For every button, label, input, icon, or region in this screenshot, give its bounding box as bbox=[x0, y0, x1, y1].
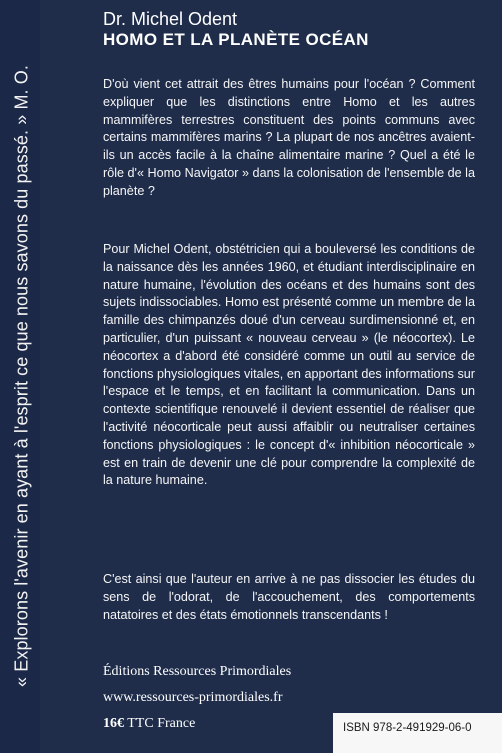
price: 16€ bbox=[103, 716, 124, 731]
description-paragraph-2: Pour Michel Odent, obstétricien qui a bouleversé les conditions de la naissance dès les années 1960, et étudiant interdisciplinaire en nature humaine, l'évolution des océans et des humains sont des sujets indissociables. Homo est présenté comme un membre de la famille des chimpanzés doué d'un cerveau surdimensionné et, en particulier, d'un puissant « nouveau cerveau » (le néocortex). Le néocortex a d'abord été considéré comme un outil au service de fonctions physiologiques vitales, en apportant des informations sur l'espace et le temps, et en facilitant la communication. Dans un contexte scientifique renouvelé il devient essentiel de réaliser que l'activité néocorticale peut aussi affaiblir ou neutraliser certaines fonctions physiologiques : le concept d'« inhibition néocorticale » est en train de devenir une clé pour comprendre la complexité de la nature humaine. bbox=[103, 242, 475, 488]
publisher-name: Éditions Ressources Primordiales bbox=[103, 664, 292, 679]
author-name: Dr. Michel Odent bbox=[103, 9, 238, 29]
cover-header bbox=[103, 8, 475, 50]
isbn-box bbox=[333, 713, 502, 753]
side-quote: « Explorons l'avenir en ayant à l'esprit ce que nous savons du passé. » M. O. bbox=[11, 65, 32, 687]
price-line bbox=[103, 716, 303, 732]
publisher-website: www.ressources-primordiales.fr bbox=[103, 690, 283, 705]
side-quote-strip bbox=[0, 0, 40, 753]
isbn-number: ISBN 978-2-491929-06-0 bbox=[343, 722, 472, 734]
book-title: HOMO ET LA PLANÈTE OCÉAN bbox=[103, 30, 369, 49]
description-paragraph-3: C'est ainsi que l'auteur en arrive à ne pas dissocier les études du sens de l'odorat, de l'accouchement, des comportements natatoires et des états émotionnels transcendants ! bbox=[103, 572, 475, 622]
description-paragraph-1: D'où vient cet attrait des êtres humains pour l'océan ? Comment expliquer que les distinctions entre Homo et les autres mammifères terrestres constituent des points communs avec certains mammifères marins ? La plupart de nos ancêtres avaient-ils un accès facile à la chaîne alimentaire marine ? Quel a été le rôle d'« Homo Navigator » dans la colonisation de l'ensemble de la planète ? bbox=[103, 77, 475, 198]
price-suffix: TTC France bbox=[127, 716, 196, 731]
